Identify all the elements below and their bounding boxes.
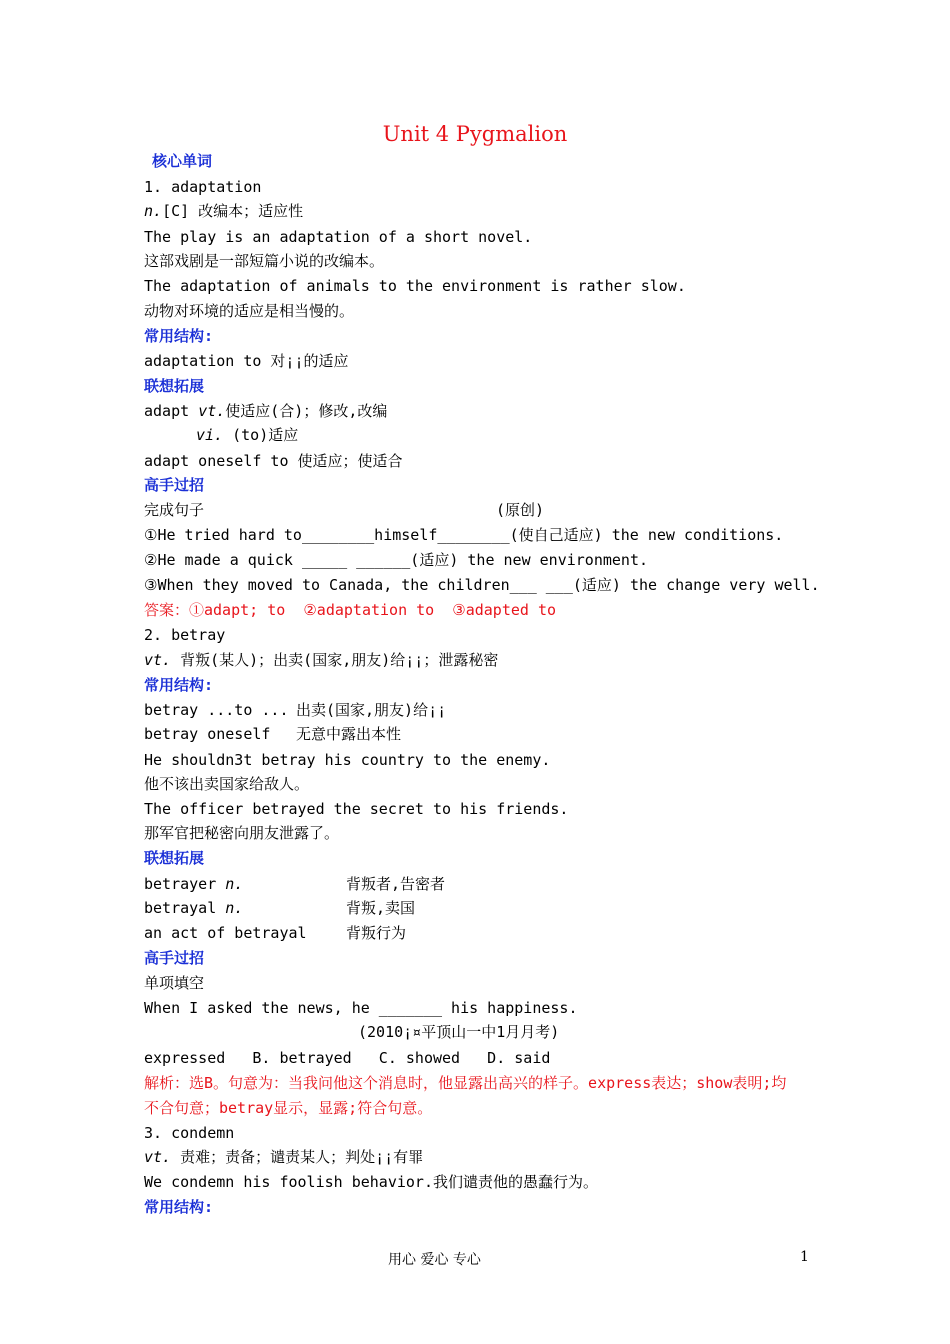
word-1-drill-heading: 高手过招 — [144, 476, 205, 494]
word-3-headword: 3. condemn — [144, 1124, 235, 1142]
word-2-extension-heading: 联想拓展 — [144, 849, 205, 867]
word-3-usage-heading: 常用结构: — [144, 1198, 214, 1216]
word-1-question-3: ③When they moved to Canada, the children___ ___(适应) the change very well. — [144, 576, 820, 594]
word-2-usage-heading: 常用结构: — [144, 676, 214, 694]
word-1-headword: 1. adaptation — [144, 178, 262, 196]
word-1-example-1: The play is an adaptation of a short novel. — [144, 228, 533, 246]
word-1-answer: 答案：①adapt; to ②adaptation to ③adapted to — [144, 601, 557, 619]
word-2-extension-3: an act of betrayal 背叛行为 — [144, 924, 407, 942]
word-2-example-2-cn: 那军官把秘密向朋友泄露了。 — [144, 824, 340, 842]
word-1-extension-heading: 联想拓展 — [144, 377, 205, 395]
word-2-example-2: The officer betrayed the secret to his friends. — [144, 800, 569, 818]
word-3-definition: vt. 责难；责备；谴责某人；判处¡¡有罪 — [144, 1148, 424, 1166]
word-1-drill-source: (原创) — [496, 501, 545, 519]
word-2-example-1: He shouldn3t betray his country to the enemy. — [144, 751, 551, 769]
word-1-example-2: The adaptation of animals to the environment is rather slow. — [144, 277, 686, 295]
word-3-example-1: We condemn his foolish behavior.我们谴责他的愚蠢行为。 — [144, 1173, 598, 1191]
word-2-drill-type: 单项填空 — [144, 974, 205, 992]
word-2-drill-heading: 高手过招 — [144, 949, 205, 967]
page-number: 1 — [800, 1249, 809, 1265]
section-heading-core-words: 核心单词 — [152, 152, 213, 170]
word-2-question-source: (2010¡¤平顶山一中1月月考) — [358, 1023, 560, 1041]
word-1-question-1: ①He tried hard to________himself________(使自己适应) the new conditions. — [144, 526, 784, 544]
word-1-usage-1: adaptation to 对¡¡的适应 — [144, 352, 349, 370]
word-1-extension-1: adapt vt.使适应(合)；修改,改编 — [144, 402, 388, 420]
word-2-explanation-line-1: 解析：选B。句意为：当我问他这个消息时，他显露出高兴的样子。express表达；show表明;均 — [144, 1074, 787, 1092]
word-1-question-2: ②He made a quick _____ ______(适应) the new environment. — [144, 551, 649, 569]
word-2-definition: vt. 背叛(某人)；出卖(国家,朋友)给¡¡；泄露秘密 — [144, 651, 499, 669]
word-2-usage-1: betray ...to ... 出卖(国家,朋友)给¡¡ — [144, 701, 447, 719]
word-1-usage-heading: 常用结构: — [144, 327, 214, 345]
word-2-question: When I asked the news, he _______ his happiness. — [144, 999, 578, 1017]
footer-motto: 用心 爱心 专心 — [388, 1252, 481, 1268]
word-2-options: expressed B. betrayed C. showed D. said — [144, 1049, 551, 1067]
word-2-usage-2: betray oneself 无意中露出本性 — [144, 725, 402, 743]
word-2-extension-1: betrayer n. 背叛者,告密者 — [144, 875, 446, 893]
word-1-example-1-cn: 这部戏剧是一部短篇小说的改编本。 — [144, 252, 385, 270]
word-2-extension-2: betrayal n. 背叛,卖国 — [144, 899, 416, 917]
word-2-headword: 2. betray — [144, 626, 226, 644]
word-1-extension-3: adapt oneself to 使适应；使适合 — [144, 452, 403, 470]
word-1-definition: n.[C] 改编本；适应性 — [144, 202, 304, 220]
word-1-example-2-cn: 动物对环境的适应是相当慢的。 — [144, 302, 355, 320]
word-2-example-1-cn: 他不该出卖国家给敌人。 — [144, 775, 310, 793]
word-1-extension-2: vi. (to)适应 — [196, 426, 299, 444]
page-title: Unit 4 Pygmalion — [382, 122, 568, 146]
word-1-drill-type: 完成句子 — [144, 501, 205, 519]
word-2-explanation-line-2: 不合句意；betray显示，显露;符合句意。 — [144, 1099, 433, 1117]
